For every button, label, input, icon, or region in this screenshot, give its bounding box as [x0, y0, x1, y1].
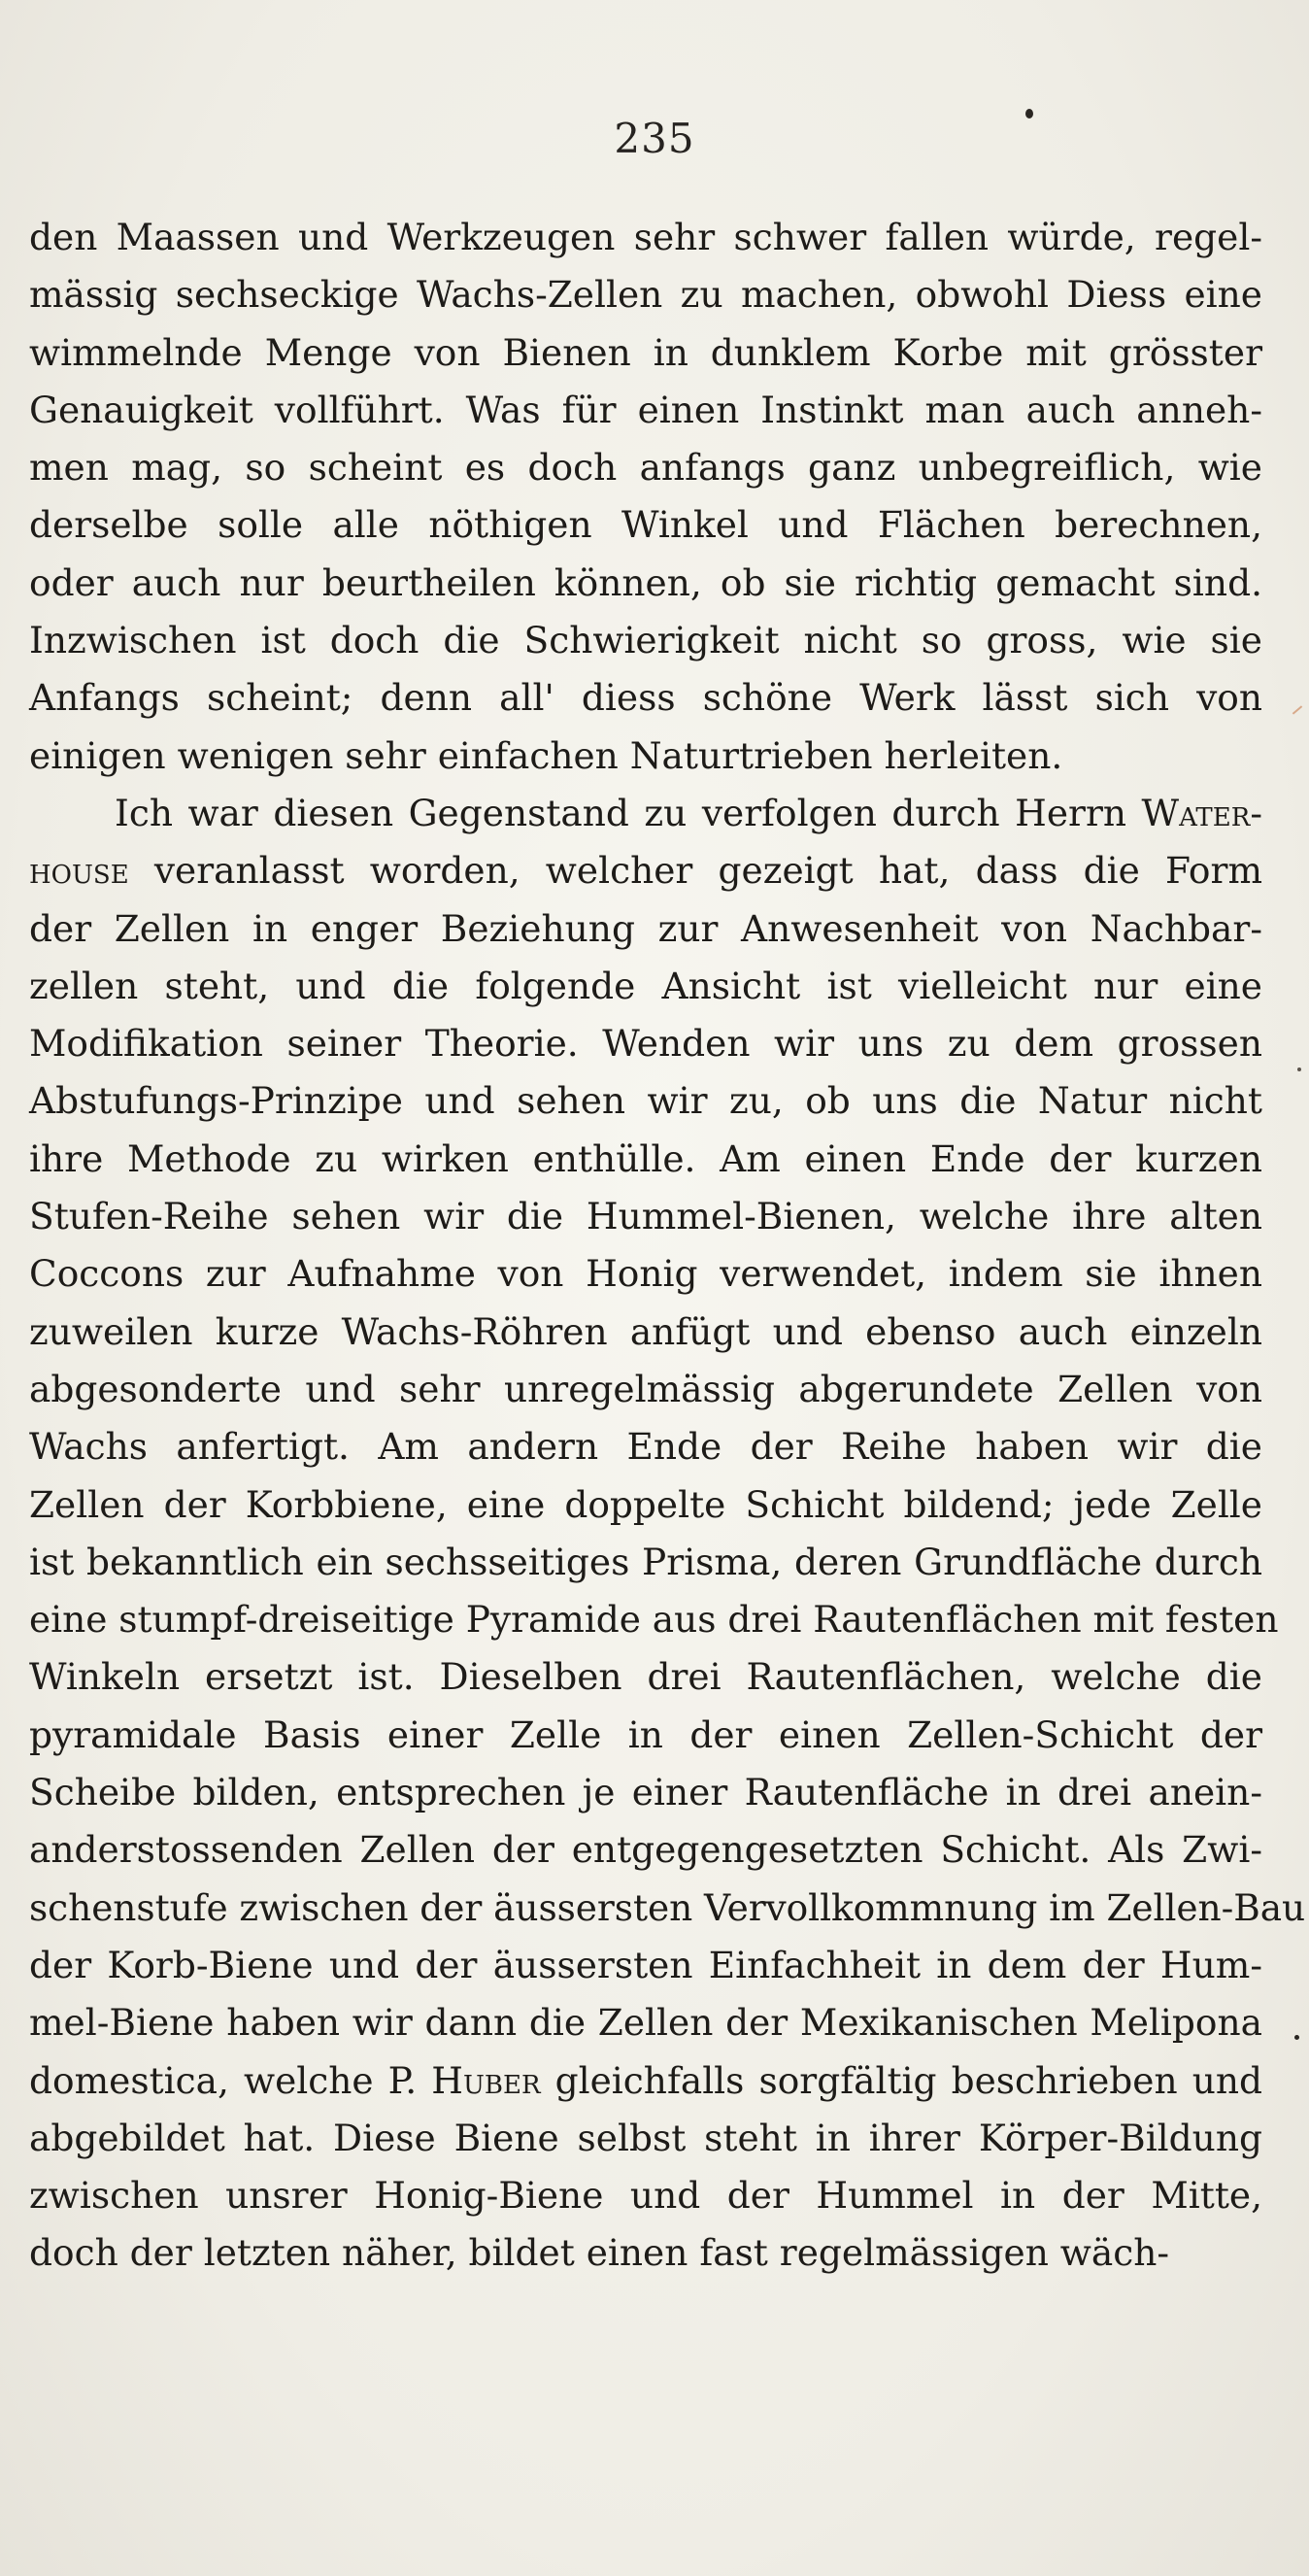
text-line: Coccons zur Aufnahme von Honig verwendet, indem sie ihnen [29, 1252, 1262, 1296]
text-line: eine stumpf-dreiseitige Pyramide aus drei Rautenflächen mit festen [29, 1598, 1279, 1642]
text-line: Genauigkeit vollführt. Was für einen Instinkt man auch anneh- [29, 388, 1262, 431]
text-line: domestica, welche P. Huber gleichfalls sorgfältig beschrieben und [29, 2058, 1263, 2102]
body-text [29, 209, 1306, 2283]
text-line: einigen wenigen sehr einfachen Naturtrieben herleiten. [29, 733, 1063, 777]
text-line: Inzwischen ist doch die Schwierigkeit nicht so gross, wie sie [29, 619, 1262, 662]
text-line: zuweilen kurze Wachs-Röhren anfügt und ebenso auch einzeln [29, 1309, 1262, 1353]
ink-speck [1297, 1068, 1301, 1071]
text-line: Modifikation seiner Theorie. Wenden wir uns zu dem grossen [29, 1022, 1262, 1066]
text-line: schenstufe zwischen der äussersten Vervollkommnung im Zellen-Bau [29, 1885, 1306, 1929]
small-caps-name: house [29, 849, 129, 893]
text-line: Abstufungs-Prinzipe und sehen wir zu, ob uns die Natur nicht [29, 1079, 1262, 1123]
small-caps-name: Water [1141, 791, 1251, 834]
text-line: ihre Methode zu wirken enthülle. Am einen Ende der kurzen [29, 1136, 1262, 1180]
text-line: Scheibe bilden, entsprechen je einer Rautenfläche in drei anein- [29, 1771, 1262, 1814]
text-line: house veranlasst worden, welcher gezeigt hat, dass die Form [29, 849, 1262, 893]
paragraph [29, 209, 1262, 785]
text-line: zellen steht, und die folgende Ansicht ist vielleicht nur eine [29, 964, 1262, 1007]
text-line: wimmelnde Menge von Bienen in dunklem Korbe mit grösster [29, 330, 1262, 374]
margin-mark [1292, 705, 1302, 714]
text-line: Ich war diesen Gegenstand zu verfolgen durch Herrn Water- [115, 791, 1262, 834]
text-line: Zellen der Korbbiene, eine doppelte Schicht bildend; jede Zelle [29, 1482, 1262, 1526]
text-line: Anfangs scheint; denn all' diess schöne Werk lässt sich von [29, 676, 1262, 720]
text-line: pyramidale Basis einer Zelle in der einen Zellen-Schicht der [29, 1712, 1262, 1756]
text-line: mel-Biene haben wir dann die Zellen der Mexikanischen Melipona [29, 2001, 1262, 2045]
small-caps-name: Huber [431, 2058, 541, 2102]
text-line: mässig sechseckige Wachs-Zellen zu machen, obwohl Diess eine [29, 273, 1262, 317]
text-line: men mag, so scheint es doch anfangs ganz unbegreiflich, wie [29, 446, 1262, 490]
ink-speck [1294, 2035, 1299, 2040]
text-line: anderstossenden Zellen der entgegengesetzten Schicht. Als Zwi- [29, 1828, 1262, 1872]
page-number: 235 [614, 115, 695, 162]
text-line: abgebildet hat. Diese Biene selbst steht in ihrer Körper-Bildung [29, 2116, 1262, 2159]
text-line: Stufen-Reihe sehen wir die Hummel-Bienen, welche ihre alten [29, 1195, 1262, 1238]
text-line: der Zellen in enger Beziehung zur Anwesenheit von Nachbar- [29, 906, 1262, 950]
text-line: der Korb-Biene und der äussersten Einfachheit in dem der Hum- [29, 1943, 1262, 1986]
text-line: oder auch nur beurtheilen können, ob sie richtig gemacht sind. [29, 560, 1262, 604]
text-line: ist bekanntlich ein sechsseitiges Prisma, deren Grundfläche durch [29, 1540, 1262, 1583]
text-line: den Maassen und Werkzeugen sehr schwer fallen würde, regel- [29, 216, 1262, 258]
text-line: derselbe solle alle nöthigen Winkel und Flächen berechnen, [29, 503, 1262, 547]
text-line: Winkeln ersetzt ist. Dieselben drei Rautenflächen, welche die [29, 1655, 1262, 1699]
paragraph [29, 785, 1306, 2283]
text-line: doch der letzten näher, bildet einen fast regelmässigen wäch- [29, 2231, 1170, 2275]
text-line: zwischen unsrer Honig-Biene und der Hummel in der Mitte, [29, 2174, 1262, 2218]
text-line: Wachs anfertigt. Am andern Ende der Reihe haben wir die [29, 1425, 1262, 1469]
text-line: abgesonderte und sehr unregelmässig abgerundete Zellen von [29, 1367, 1262, 1410]
